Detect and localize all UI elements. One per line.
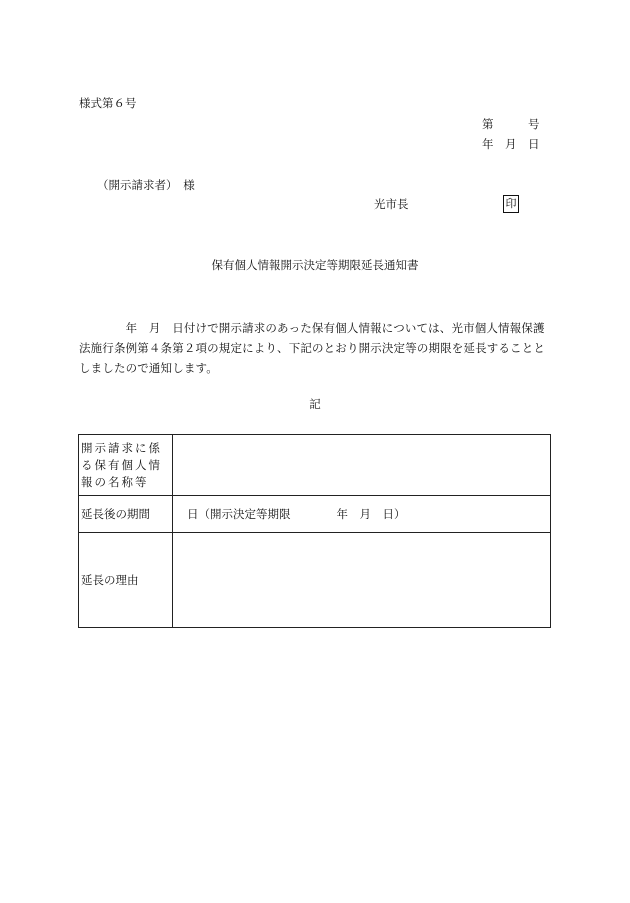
row-label-info-name: 開示請求に係る保有個人情報の名称等 xyxy=(79,435,173,496)
document-date: 年 月 日 xyxy=(482,137,540,151)
body-paragraph: 年 月 日付けで開示請求のあった保有個人情報については、光市個人情報保護法施行条例第４条第２項の規定により、下記のとおり開示決定等の期限を延長することとしましたので通知します。 xyxy=(79,321,545,375)
row-value-info-name xyxy=(173,435,551,496)
addressee: （開示請求者） 様 xyxy=(97,178,195,192)
row-value-reason xyxy=(173,533,551,628)
row-label-reason: 延長の理由 xyxy=(79,533,173,628)
table-row xyxy=(79,496,551,533)
seal-mark: 印 xyxy=(503,195,519,213)
form-number: 様式第６号 xyxy=(79,96,137,110)
issuer: 光市長 xyxy=(374,197,409,211)
row-value-extended-period: 日（開示決定等期限 年 月 日） xyxy=(173,496,551,533)
document-title: 保有個人情報開示決定等期限延長通知書 xyxy=(211,258,419,272)
row-label-extended-period: 延長後の期間 xyxy=(79,496,173,533)
record-table xyxy=(78,434,551,628)
table-row xyxy=(79,435,551,496)
table-row xyxy=(79,533,551,628)
document-number: 第 号 xyxy=(482,117,540,131)
record-heading: 記 xyxy=(309,397,321,411)
